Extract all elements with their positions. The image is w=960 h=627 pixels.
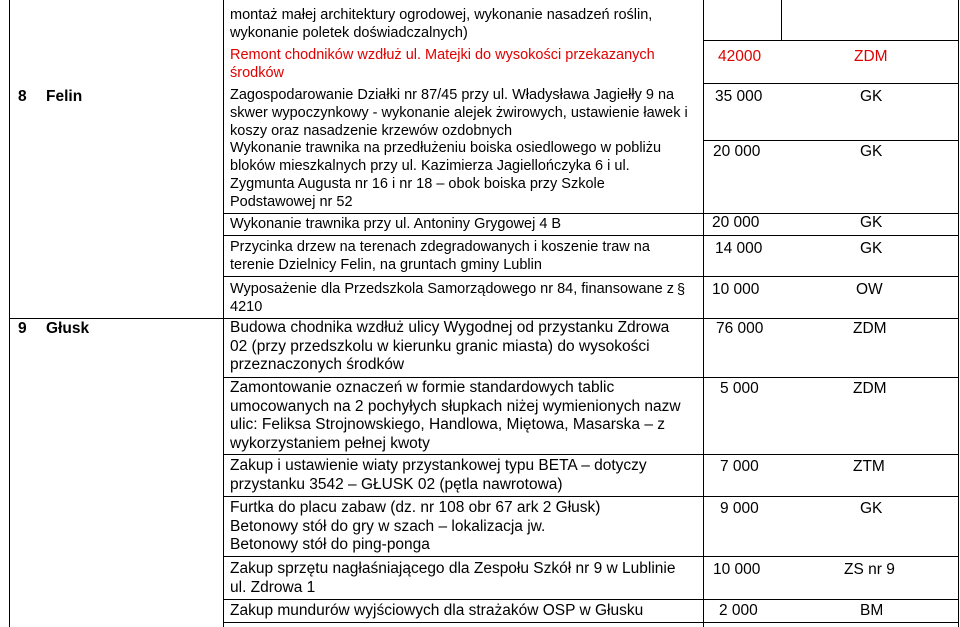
- item-unit: ZDM: [853, 380, 887, 397]
- item-description: Wyposażenie dla Przedszkola Samorządowego nr 84, finansowane z 4210: [230, 281, 674, 315]
- district-number: 9: [18, 320, 27, 337]
- row-line: [703, 140, 958, 141]
- row-line: [223, 622, 958, 623]
- row-line: [223, 556, 958, 557]
- item-amount: 14 000: [715, 240, 763, 257]
- row-line: [223, 235, 958, 236]
- item-unit: ZDM: [853, 320, 887, 337]
- item-description: Zagospodarowanie Działki nr 87/45 przy ul. Władysława Jagiełły 9 na skwer wypoczynkowy - wykonanie alejek żwirowych, ustawienie ławek i koszy oraz nasadzenie krzewów ozdobnych: [230, 87, 688, 139]
- row-line: [703, 83, 958, 84]
- district-name: Felin: [46, 88, 83, 105]
- paragraph-sign: §: [677, 282, 686, 298]
- item-amount: 35 000: [715, 88, 763, 105]
- item-description: Zakup i ustawienie wiaty przystankowej typu BETA – dotyczy przystanku 3542 – GŁUSK 02 (pętla nawrotowa): [230, 457, 647, 493]
- item-description: Remont chodników wzdłuż ul. Matejki do wysokości przekazanych środków: [230, 47, 655, 81]
- item-amount: 42000: [718, 48, 762, 65]
- item-amount: 20 000: [713, 143, 761, 160]
- item-unit: GK: [860, 143, 883, 160]
- row-line: [223, 454, 958, 455]
- row-line: [223, 377, 958, 378]
- item-unit: GK: [860, 88, 883, 105]
- item-unit: GK: [860, 500, 883, 517]
- item-unit: GK: [860, 214, 883, 231]
- item-unit: GK: [860, 240, 883, 257]
- item-unit: ZDM: [854, 48, 888, 65]
- item-description: Furtka do placu zabaw (dz. nr 108 obr 67 ark 2 Głusk) Betonowy stół do gry w szach – lokalizacja jw. Betonowy stół do ping-ponga: [230, 499, 601, 553]
- district-number: 8: [18, 88, 27, 105]
- item-amount: 5 000: [720, 380, 759, 397]
- item-amount: 9 000: [720, 500, 759, 517]
- item-description: Zakup sprzętu nagłaśniającego dla Zespołu Szkół nr 9 w Lublinie ul. Zdrowa 1: [230, 560, 676, 596]
- district-name: Głusk: [46, 320, 90, 337]
- item-description: Wykonanie trawnika na przedłużeniu boiska osiedlowego w pobliżu bloków mieszkalnych przy ul. Kazimierza Jagiellończyka 6 i ul. Zygmunta Augusta nr 16 i nr 18 – obok boiska przy Szkole Podstawowej nr 52: [230, 140, 662, 210]
- item-amount: 7 000: [720, 458, 759, 475]
- item-description: montaż małej architektury ogrodowej, wykonanie nasadzeń roślin, wykonanie poletek doświadczalnych): [230, 7, 653, 41]
- item-description: Zakup mundurów wyjściowych dla strażaków OSP w Głusku: [230, 602, 644, 619]
- item-unit: ZTM: [853, 458, 885, 475]
- col-border-mid: [781, 0, 782, 40]
- row-line: [223, 496, 958, 497]
- row-line: [223, 276, 958, 277]
- item-unit: BM: [860, 602, 884, 619]
- col-border-amount: [703, 0, 704, 627]
- row-line: [703, 40, 958, 41]
- item-unit: ZS nr 9: [844, 561, 895, 578]
- item-unit: OW: [856, 281, 883, 298]
- item-amount: 10 000: [713, 561, 761, 578]
- row-line: [223, 599, 958, 600]
- col-border-desc: [223, 0, 224, 627]
- row-line: [223, 213, 958, 214]
- item-amount: 10 000: [712, 281, 760, 298]
- col-border-right: [958, 0, 959, 627]
- item-description: Budowa chodnika wzdłuż ulicy Wygodnej od przystanku Zdrowa 02 (przy przedszkolu w kierunku granic miasta) do wysokości przeznaczonych środków: [230, 319, 670, 373]
- item-description: Przycinka drzew na terenach zdegradowanych i koszenie traw na terenie Dzielnicy Felin, na gruntach gminy Lublin: [230, 239, 650, 273]
- item-description: Wykonanie trawnika przy ul. Antoniny Grygowej 4 B: [230, 216, 562, 232]
- item-description: Zamontowanie oznaczeń w formie standardowych tablic umocowanych na 2 pochyłych słupkach niżej wymienionych nazw ulic: Feliksa Strojnowskiego, Handlowa, Miętowa, Masarska – z wykorzystaniem pełnej kwoty: [230, 379, 681, 452]
- item-amount: 2 000: [719, 602, 758, 619]
- item-amount: 20 000: [712, 214, 760, 231]
- item-amount: 76 000: [716, 320, 764, 337]
- col-border-left: [9, 0, 10, 627]
